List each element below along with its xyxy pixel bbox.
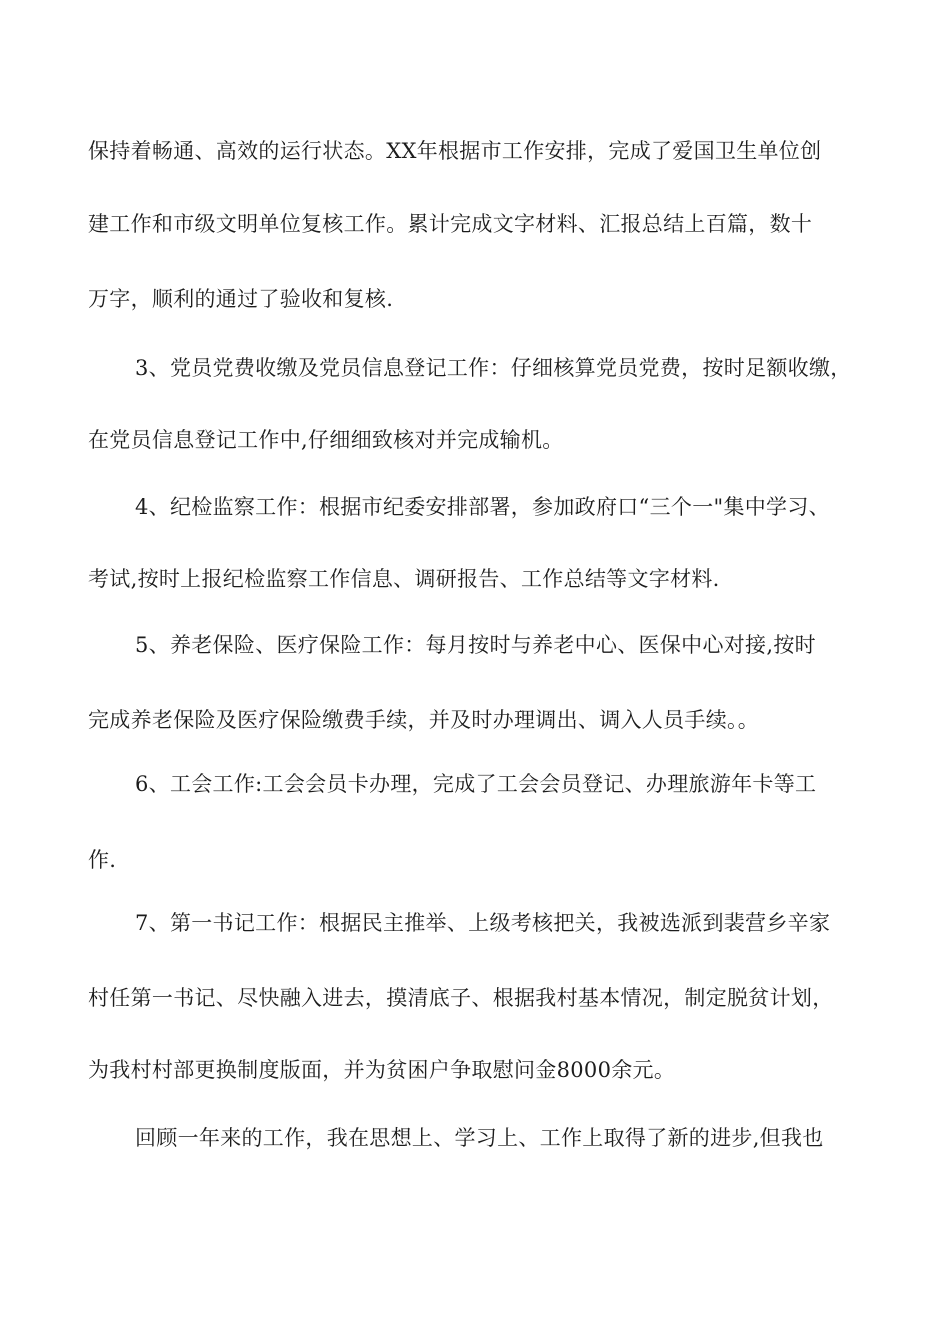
- body-text-line: 完成养老保险及医疗保险缴费手续，并及时办理调出、调入人员手续。。: [88, 708, 760, 732]
- section-3-heading-line: 3、党员党费收缴及党员信息登记工作：仔细核算党员党费，按时足额收缴，: [135, 356, 852, 380]
- body-text-line: 在党员信息登记工作中,仔细细致核对并完成输机。: [88, 428, 564, 452]
- section-6-heading-line: 6、工会工作:工会会员卡办理，完成了工会会员登记、办理旅游年卡等工: [135, 772, 817, 796]
- body-text-line: 作.: [88, 848, 117, 872]
- body-text-line: 为我村村部更换制度版面，并为贫困户争取慰问金8000余元。: [88, 1058, 676, 1082]
- body-text-line: 考试,按时上报纪检监察工作信息、调研报告、工作总结等文字材料.: [88, 567, 720, 591]
- body-text-line: 保持着畅通、高效的运行状态。XX年根据市工作安排，完成了爱国卫生单位创: [88, 139, 822, 163]
- body-text-line: 万字，顺利的通过了验收和复核.: [88, 287, 394, 311]
- body-text-line: 村任第一书记、尽快融入进去，摸清底子、根据我村基本情况，制定脱贫计划，: [88, 986, 834, 1010]
- section-7-heading-line: 7、第一书记工作：根据民主推举、上级考核把关，我被选派到裴营乡辛家: [135, 911, 831, 935]
- section-5-heading-line: 5、养老保险、医疗保险工作：每月按时与养老中心、医保中心对接,按时: [135, 633, 816, 657]
- section-4-heading-line: 4、纪检监察工作：根据市纪委安排部署，参加政府口“三个一"集中学习、: [135, 495, 830, 519]
- summary-paragraph-line: 回顾一年来的工作，我在思想上、学习上、工作上取得了新的进步,但我也: [135, 1126, 824, 1150]
- body-text-line: 建工作和市级文明单位复核工作。累计完成文字材料、汇报总结上百篇，数十: [88, 212, 813, 236]
